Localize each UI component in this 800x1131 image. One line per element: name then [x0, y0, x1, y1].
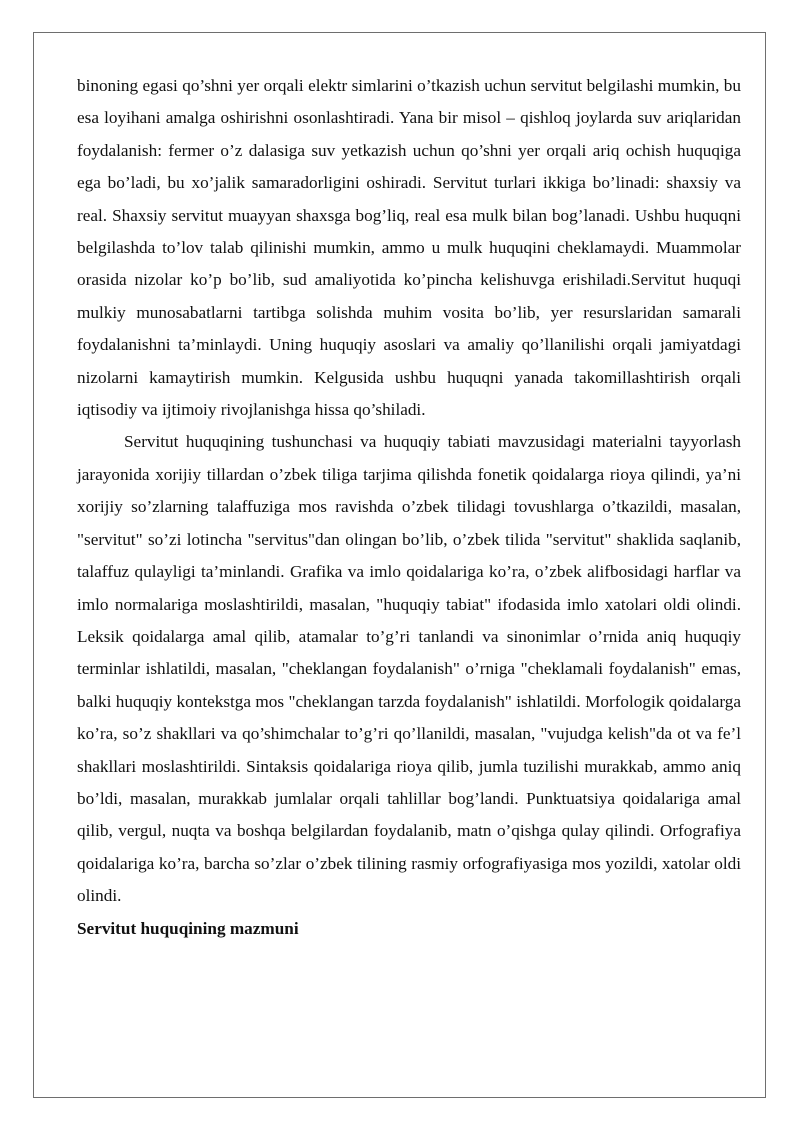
- section-heading: Servitut huquqining mazmuni: [77, 918, 299, 938]
- paragraph-continuation: binoning egasi qo’shni yer orqali elektr simlarini o’tkazish uchun servitut belgilashi mumkin, bu esa loyihani amalga oshirishni osonlashtiradi. Yana bir misol – qishloq joylarda suv ariqlaridan foydalanish: fermer o’z dalasiga suv yetkazish uchun qo’shni yer orqali ariq ochish huquqiga ega bo’ladi, bu xo’jalik samaradorligini oshiradi. Servitut turlari ikkiga bo’linadi: shaxsiy va real. Shaxsiy servitut muayyan shaxsga bog’liq, real esa mulk bilan bog’lanadi. Ushbu huquqni belgilashda to’lov talab qilinishi mumkin, ammo u mulk huquqini cheklamaydi. Muammolar orasida nizolar ko’p bo’lib, sud amaliyotida ko’pincha kelishuvga erishiladi.Servitut huquqi mulkiy munosabatlarni tartibga solishda muhim vosita bo’lib, yer resurslaridan samarali foydalanishni ta’minlaydi. Uning huquqiy asoslari va amaliy qo’llanilishi orqali jamiyatdagi nizolarni kamaytirish mumkin. Kelgusida ushbu huquqni yanada takomillashtirish orqali iqtisodiy va ijtimoiy rivojlanishga hissa qo’shiladi.: [77, 76, 741, 420]
- document-body: [77, 70, 741, 945]
- paragraph-translation-rules: Servitut huquqining tushunchasi va huquqiy tabiati mavzusidagi materialni tayyorlash jarayonida xorijiy tillardan o’zbek tiliga tarjima qilishda fonetik qoidalarga rioya qilindi, ya’ni xorijiy so’zlarning talaffuziga mos ravishda o’zbek tilidagi tovushlarga o’tkazildi, masalan, "servitut" so’zi lotincha "servitus"dan olingan bo’lib, o’zbek tilida "servitut" shaklida saqlanib, talaffuz qulayligi ta’minlandi. Grafika va imlo qoidalariga ko’ra, o’zbek alifbosidagi harflar va imlo normalariga moslashtirildi, masalan, "huquqiy tabiat" ifodasida imlo xatolari oldi olindi. Leksik qoidalarga amal qilib, atamalar to’g’ri tanlandi va sinonimlar o’rnida aniq huquqiy terminlar ishlatildi, masalan, "cheklangan foydalanish" o’rniga "cheklamali foydalanish" emas, balki huquqiy kontekstga mos "cheklangan tarzda foydalanish" ishlatildi. Morfologik qoidalarga ko’ra, so’z shakllari va qo’shimchalar to’g’ri qo’llanildi, masalan, "vujudga kelish"da ot va fe’l shakllari moslashtirildi. Sintaksis qoidalariga rioya qilib, jumla tuzilishi murakkab, ammo aniq bo’ldi, masalan, murakkab jumlalar orqali tahlillar bog’landi. Punktuatsiya qoidalariga amal qilib, vergul, nuqta va boshqa belgilardan foydalanib, matn o’qishga qulay qilindi. Orfografiya qoidalariga ko’ra, barcha so’zlar o’zbek tilining rasmiy orfografiyasiga mos yozildi, xatolar oldi olindi.: [77, 432, 741, 906]
